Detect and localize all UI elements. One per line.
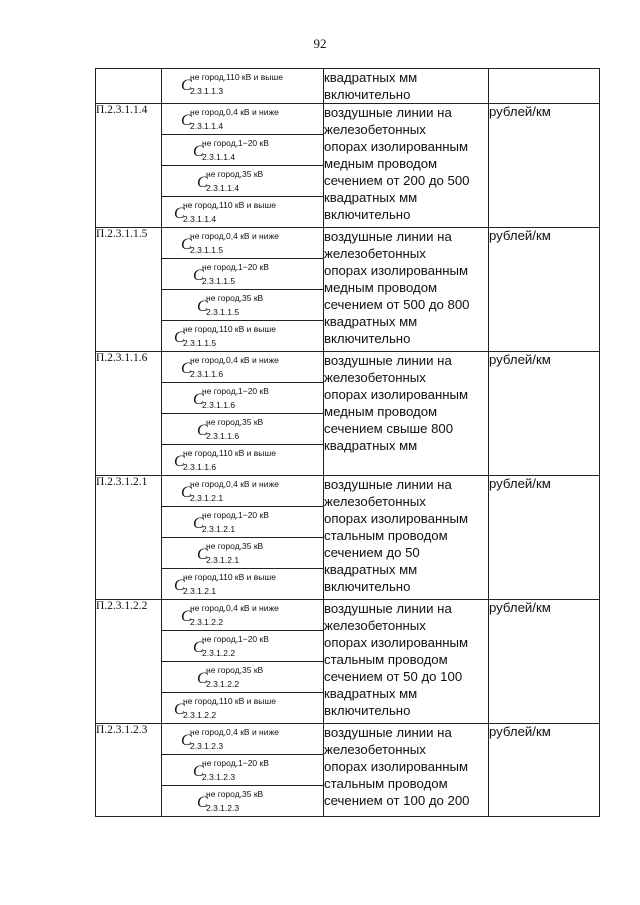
formula-cell xyxy=(162,321,324,352)
table-row xyxy=(96,600,600,631)
description-line: опорах изолированным xyxy=(324,263,469,278)
code-cell: П.2.3.1.1.4 xyxy=(96,104,162,228)
formula-subscript: 2.3.1.2.3 xyxy=(190,741,224,751)
formula xyxy=(162,569,323,599)
formula-superscript: не город,1−20 кВ xyxy=(202,386,269,396)
formula-subscript: 2.3.1.1.5 xyxy=(202,276,236,286)
formula-cell xyxy=(162,600,324,631)
code-cell xyxy=(96,69,162,104)
formula xyxy=(162,507,323,537)
description-line: включительно xyxy=(324,331,411,346)
code-cell: П.2.3.1.2.2 xyxy=(96,600,162,724)
formula-superscript: не город,35 кВ xyxy=(206,293,264,303)
description-line: включительно xyxy=(324,87,411,102)
formula xyxy=(162,352,323,382)
formula xyxy=(162,662,323,692)
formula xyxy=(162,445,323,475)
formula-superscript: не город,35 кВ xyxy=(206,665,264,675)
formula xyxy=(162,166,323,196)
table-row xyxy=(96,228,600,259)
formula-symbol: C xyxy=(174,701,185,718)
formula-cell xyxy=(162,569,324,600)
formula xyxy=(162,321,323,351)
description-line: стальным проводом xyxy=(324,652,448,667)
unit-cell xyxy=(489,69,600,104)
formula-cell xyxy=(162,197,324,228)
formula xyxy=(162,259,323,289)
description-line: железобетонных xyxy=(324,370,426,385)
formula-cell xyxy=(162,104,324,135)
formula-cell xyxy=(162,259,324,290)
formula-cell xyxy=(162,724,324,755)
description-line: опорах изолированным xyxy=(324,635,469,650)
unit-cell: рублей/км xyxy=(489,104,600,228)
formula-symbol: C xyxy=(181,360,192,377)
code-cell: П.2.3.1.1.6 xyxy=(96,352,162,476)
description-cell xyxy=(324,476,489,600)
formula-superscript: не город,0,4 кВ и ниже xyxy=(190,355,279,365)
description-line: опорах изолированным xyxy=(324,511,469,526)
formula-symbol: C xyxy=(193,515,204,532)
formula xyxy=(162,538,323,568)
formula-subscript: 2.3.1.1.6 xyxy=(202,400,236,410)
formula-superscript: не город,110 кВ и выше xyxy=(183,448,276,458)
formula-symbol: C xyxy=(197,298,208,315)
formula-symbol: C xyxy=(174,577,185,594)
description-cell xyxy=(324,104,489,228)
formula-subscript: 2.3.1.2.1 xyxy=(206,555,240,565)
tariff-table-body xyxy=(96,69,600,817)
description-line: медным проводом xyxy=(324,156,438,171)
description-line: железобетонных xyxy=(324,742,426,757)
formula-symbol: C xyxy=(193,267,204,284)
description-cell xyxy=(324,352,489,476)
description-line: железобетонных xyxy=(324,618,426,633)
formula xyxy=(162,228,323,258)
table-row xyxy=(96,476,600,507)
formula-subscript: 2.3.1.1.4 xyxy=(206,183,240,193)
formula-superscript: не город,35 кВ xyxy=(206,417,264,427)
formula-superscript: не город,0,4 кВ и ниже xyxy=(190,479,279,489)
description-line: воздушные линии на xyxy=(324,353,452,368)
formula-subscript: 2.3.1.1.6 xyxy=(183,462,217,472)
description-line: включительно xyxy=(324,579,411,594)
formula-cell xyxy=(162,445,324,476)
code-cell: П.2.3.1.2.1 xyxy=(96,476,162,600)
description-line: воздушные линии на xyxy=(324,229,452,244)
formula-symbol: C xyxy=(181,112,192,129)
code-cell: П.2.3.1.2.3 xyxy=(96,724,162,817)
description-cell xyxy=(324,724,489,817)
formula xyxy=(162,383,323,413)
formula-superscript: не город,35 кВ xyxy=(206,169,264,179)
formula xyxy=(162,414,323,444)
formula-cell xyxy=(162,69,324,104)
formula-symbol: C xyxy=(193,639,204,656)
formula-superscript: не город,1−20 кВ xyxy=(202,758,269,768)
code-cell: П.2.3.1.1.5 xyxy=(96,228,162,352)
formula-subscript: 2.3.1.1.3 xyxy=(190,86,224,96)
formula-cell xyxy=(162,786,324,817)
description-line: железобетонных xyxy=(324,494,426,509)
formula-superscript: не город,1−20 кВ xyxy=(202,510,269,520)
formula-symbol: C xyxy=(197,670,208,687)
formula-symbol: C xyxy=(174,205,185,222)
unit-cell: рублей/км xyxy=(489,476,600,600)
formula-symbol: C xyxy=(197,422,208,439)
formula-cell xyxy=(162,693,324,724)
formula-subscript: 2.3.1.1.4 xyxy=(183,214,217,224)
formula-symbol: C xyxy=(181,236,192,253)
table-row xyxy=(96,352,600,383)
formula-superscript: не город,1−20 кВ xyxy=(202,634,269,644)
formula-symbol: C xyxy=(181,77,192,94)
formula-subscript: 2.3.1.2.1 xyxy=(202,524,236,534)
formula-subscript: 2.3.1.1.5 xyxy=(206,307,240,317)
description-line: квадратных мм xyxy=(324,190,418,205)
formula-subscript: 2.3.1.2.2 xyxy=(206,679,240,689)
description-line: воздушные линии на xyxy=(324,477,452,492)
description-line: железобетонных xyxy=(324,122,426,137)
description-line: квадратных мм xyxy=(324,70,418,85)
formula-subscript: 2.3.1.2.3 xyxy=(202,772,236,782)
description-line: воздушные линии на xyxy=(324,601,452,616)
description-line: медным проводом xyxy=(324,404,438,419)
description-line: квадратных мм xyxy=(324,314,418,329)
formula-subscript: 2.3.1.1.6 xyxy=(190,369,224,379)
formula-symbol: C xyxy=(193,143,204,160)
formula-subscript: 2.3.1.2.1 xyxy=(183,586,217,596)
formula-subscript: 2.3.1.2.2 xyxy=(190,617,224,627)
description-cell xyxy=(324,600,489,724)
formula xyxy=(162,69,323,99)
table-row xyxy=(96,104,600,135)
formula-cell xyxy=(162,383,324,414)
formula-cell xyxy=(162,755,324,786)
formula-symbol: C xyxy=(193,763,204,780)
formula xyxy=(162,600,323,630)
formula xyxy=(162,104,323,134)
description-line: стальным проводом xyxy=(324,528,448,543)
description-line: сечением от 50 до 100 xyxy=(324,669,463,684)
formula-symbol: C xyxy=(181,608,192,625)
formula-superscript: не город,110 кВ и выше xyxy=(183,324,276,334)
formula-superscript: не город,1−20 кВ xyxy=(202,262,269,272)
formula-superscript: не город,35 кВ xyxy=(206,541,264,551)
formula xyxy=(162,755,323,785)
description-line: сечением от 200 до 500 xyxy=(324,173,470,188)
formula xyxy=(162,786,323,816)
formula xyxy=(162,476,323,506)
tariff-table xyxy=(95,68,600,817)
formula-symbol: C xyxy=(197,794,208,811)
description-cell xyxy=(324,228,489,352)
formula-cell xyxy=(162,135,324,166)
description-line: сечением от 500 до 800 xyxy=(324,297,470,312)
description-line: опорах изолированным xyxy=(324,139,469,154)
description-line: опорах изолированным xyxy=(324,387,469,402)
formula xyxy=(162,197,323,227)
description-line: стальным проводом xyxy=(324,776,448,791)
formula-superscript: не город,110 кВ и выше xyxy=(183,572,276,582)
description-line: сечением до 50 xyxy=(324,545,420,560)
formula-subscript: 2.3.1.1.5 xyxy=(190,245,224,255)
table-row xyxy=(96,724,600,755)
unit-cell: рублей/км xyxy=(489,600,600,724)
description-cell xyxy=(324,69,489,104)
formula-superscript: не город,1−20 кВ xyxy=(202,138,269,148)
formula xyxy=(162,631,323,661)
formula-subscript: 2.3.1.1.4 xyxy=(190,121,224,131)
description-line: сечением от 100 до 200 xyxy=(324,793,470,808)
formula-subscript: 2.3.1.2.3 xyxy=(206,803,240,813)
description-line: воздушные линии на xyxy=(324,105,452,120)
description-line: медным проводом xyxy=(324,280,438,295)
formula-superscript: не город,110 кВ и выше xyxy=(190,72,283,82)
unit-cell: рублей/км xyxy=(489,724,600,817)
description-line: воздушные линии на xyxy=(324,725,452,740)
table-row xyxy=(96,69,600,104)
formula-superscript: не город,0,4 кВ и ниже xyxy=(190,231,279,241)
unit-cell: рублей/км xyxy=(489,352,600,476)
formula-subscript: 2.3.1.2.2 xyxy=(202,648,236,658)
formula-symbol: C xyxy=(193,391,204,408)
description-line: квадратных мм xyxy=(324,438,418,453)
formula-cell xyxy=(162,414,324,445)
formula-symbol: C xyxy=(181,484,192,501)
formula-cell xyxy=(162,228,324,259)
formula-superscript: не город,110 кВ и выше xyxy=(183,200,276,210)
formula-superscript: не город,35 кВ xyxy=(206,789,264,799)
description-line: включительно xyxy=(324,207,411,222)
formula-symbol: C xyxy=(197,546,208,563)
formula xyxy=(162,290,323,320)
formula-superscript: не город,110 кВ и выше xyxy=(183,696,276,706)
formula-subscript: 2.3.1.1.6 xyxy=(206,431,240,441)
page-number: 92 xyxy=(313,36,327,51)
description-line: опорах изолированным xyxy=(324,759,469,774)
formula-superscript: не город,0,4 кВ и ниже xyxy=(190,603,279,613)
formula-symbol: C xyxy=(174,453,185,470)
formula-cell xyxy=(162,290,324,321)
formula-cell xyxy=(162,352,324,383)
formula-superscript: не город,0,4 кВ и ниже xyxy=(190,107,279,117)
formula-cell xyxy=(162,631,324,662)
formula-symbol: C xyxy=(174,329,185,346)
formula-symbol: C xyxy=(197,174,208,191)
formula-subscript: 2.3.1.2.1 xyxy=(190,493,224,503)
formula-subscript: 2.3.1.2.2 xyxy=(183,710,217,720)
unit-cell: рублей/км xyxy=(489,228,600,352)
formula-subscript: 2.3.1.1.5 xyxy=(183,338,217,348)
description-line: квадратных мм xyxy=(324,686,418,701)
formula xyxy=(162,693,323,723)
formula-symbol: C xyxy=(181,732,192,749)
description-line: сечением свыше 800 xyxy=(324,421,454,436)
formula xyxy=(162,135,323,165)
description-line: железобетонных xyxy=(324,246,426,261)
description-line: включительно xyxy=(324,703,411,718)
formula-cell xyxy=(162,476,324,507)
description-line: квадратных мм xyxy=(324,562,418,577)
formula xyxy=(162,724,323,754)
formula-cell xyxy=(162,166,324,197)
formula-superscript: не город,0,4 кВ и ниже xyxy=(190,727,279,737)
formula-cell xyxy=(162,507,324,538)
formula-subscript: 2.3.1.1.4 xyxy=(202,152,236,162)
formula-cell xyxy=(162,538,324,569)
formula-cell xyxy=(162,662,324,693)
